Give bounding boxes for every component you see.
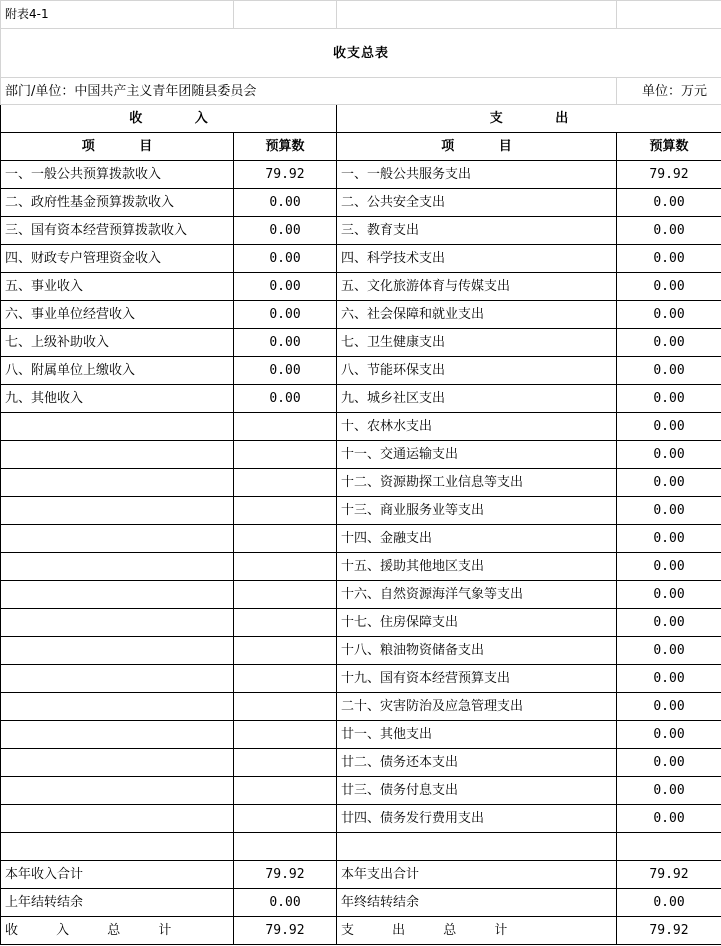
expense-item-cell: 十三、商业服务业等支出 bbox=[337, 497, 617, 525]
table-row bbox=[1, 693, 721, 721]
expense-item-cell: 二、公共安全支出 bbox=[337, 189, 617, 217]
income-item-cell: 五、事业收入 bbox=[1, 273, 234, 301]
expense-item-header-text: 项 目 bbox=[441, 139, 512, 154]
table-row bbox=[1, 777, 721, 805]
table-row bbox=[1, 385, 721, 413]
income-item-cell: 一、一般公共预算拨款收入 bbox=[1, 161, 234, 189]
table-row bbox=[1, 805, 721, 833]
expense-item-cell: 六、社会保障和就业支出 bbox=[337, 301, 617, 329]
section-header-row bbox=[1, 105, 721, 133]
carryover-expense-value: 0.00 bbox=[617, 889, 721, 917]
expense-item-cell: 廿一、其他支出 bbox=[337, 721, 617, 749]
expense-item-cell: 三、教育支出 bbox=[337, 217, 617, 245]
expense-item-cell: 十七、住房保障支出 bbox=[337, 609, 617, 637]
table-row bbox=[1, 637, 721, 665]
income-item-cell bbox=[1, 469, 234, 497]
income-item-cell bbox=[1, 805, 234, 833]
expense-item-header bbox=[337, 133, 617, 161]
table-row bbox=[1, 581, 721, 609]
income-budget-header: 预算数 bbox=[234, 133, 337, 161]
income-item-cell: 二、政府性基金预算拨款收入 bbox=[1, 189, 234, 217]
income-value-cell bbox=[234, 581, 337, 609]
income-value-cell bbox=[234, 833, 337, 861]
column-header-row bbox=[1, 133, 721, 161]
table-row bbox=[1, 161, 721, 189]
table-row bbox=[1, 441, 721, 469]
empty-cell bbox=[337, 1, 617, 29]
table-row bbox=[1, 413, 721, 441]
table-row bbox=[1, 217, 721, 245]
income-item-cell bbox=[1, 581, 234, 609]
expense-value-cell: 0.00 bbox=[617, 217, 721, 245]
expense-value-cell: 0.00 bbox=[617, 665, 721, 693]
expense-item-cell: 十六、自然资源海洋气象等支出 bbox=[337, 581, 617, 609]
income-item-cell bbox=[1, 749, 234, 777]
income-item-cell bbox=[1, 693, 234, 721]
expense-item-cell: 五、文化旅游体育与传媒支出 bbox=[337, 273, 617, 301]
income-item-cell bbox=[1, 637, 234, 665]
expense-item-cell: 十、农林水支出 bbox=[337, 413, 617, 441]
income-item-header-text: 项 目 bbox=[81, 139, 153, 154]
table-row bbox=[1, 609, 721, 637]
expense-value-cell: 0.00 bbox=[617, 497, 721, 525]
table-row bbox=[1, 189, 721, 217]
income-value-cell bbox=[234, 805, 337, 833]
table-row bbox=[1, 833, 721, 861]
income-section-header bbox=[1, 105, 337, 133]
expense-item-cell: 十一、交通运输支出 bbox=[337, 441, 617, 469]
expense-item-cell: 七、卫生健康支出 bbox=[337, 329, 617, 357]
income-item-cell bbox=[1, 609, 234, 637]
income-value-cell bbox=[234, 777, 337, 805]
grand-total-income-label: 收 入 总 计 bbox=[1, 917, 234, 945]
income-item-cell: 六、事业单位经营收入 bbox=[1, 301, 234, 329]
income-year-total-row bbox=[1, 861, 721, 889]
expense-value-cell: 0.00 bbox=[617, 357, 721, 385]
page-title: 收支总表 bbox=[1, 29, 721, 78]
empty-cell bbox=[617, 1, 721, 29]
table-row bbox=[1, 245, 721, 273]
income-item-cell: 八、附属单位上缴收入 bbox=[1, 357, 234, 385]
table-row bbox=[1, 273, 721, 301]
expense-value-cell: 0.00 bbox=[617, 637, 721, 665]
income-value-cell: 0.00 bbox=[234, 273, 337, 301]
income-value-cell: 0.00 bbox=[234, 329, 337, 357]
income-item-cell: 九、其他收入 bbox=[1, 385, 234, 413]
expense-value-cell: 0.00 bbox=[617, 693, 721, 721]
expense-item-cell: 十九、国有资本经营预算支出 bbox=[337, 665, 617, 693]
table-row bbox=[1, 553, 721, 581]
expense-item-cell: 十五、援助其他地区支出 bbox=[337, 553, 617, 581]
income-year-total-income-label: 本年收入合计 bbox=[1, 861, 234, 889]
income-value-cell bbox=[234, 469, 337, 497]
income-item-cell bbox=[1, 553, 234, 581]
expense-value-cell bbox=[617, 833, 721, 861]
expense-value-cell: 0.00 bbox=[617, 273, 721, 301]
income-value-cell bbox=[234, 721, 337, 749]
income-item-cell bbox=[1, 525, 234, 553]
expense-value-cell: 0.00 bbox=[617, 441, 721, 469]
unit-label: 单位：万元 bbox=[617, 78, 721, 105]
table-row bbox=[1, 721, 721, 749]
income-item-cell: 三、国有资本经营预算拨款收入 bbox=[1, 217, 234, 245]
expense-header-text: 支 出 bbox=[489, 111, 569, 126]
expense-item-cell: 廿四、债务发行费用支出 bbox=[337, 805, 617, 833]
income-item-cell: 七、上级补助收入 bbox=[1, 329, 234, 357]
income-value-cell bbox=[234, 609, 337, 637]
expense-value-cell: 0.00 bbox=[617, 581, 721, 609]
carryover-row bbox=[1, 889, 721, 917]
carryover-income-label: 上年结转结余 bbox=[1, 889, 234, 917]
carryover-expense-label: 年终结转结余 bbox=[337, 889, 617, 917]
income-item-cell bbox=[1, 441, 234, 469]
carryover-income-value: 0.00 bbox=[234, 889, 337, 917]
grand-total-expense-value: 79.92 bbox=[617, 917, 721, 945]
expense-value-cell: 0.00 bbox=[617, 413, 721, 441]
income-value-cell bbox=[234, 497, 337, 525]
expense-budget-header: 预算数 bbox=[617, 133, 721, 161]
expense-value-cell: 0.00 bbox=[617, 609, 721, 637]
income-value-cell: 0.00 bbox=[234, 301, 337, 329]
income-year-total-expense-label: 本年支出合计 bbox=[337, 861, 617, 889]
grand-total-row bbox=[1, 917, 721, 945]
income-item-cell bbox=[1, 833, 234, 861]
income-year-total-expense-value: 79.92 bbox=[617, 861, 721, 889]
expense-item-cell: 四、科学技术支出 bbox=[337, 245, 617, 273]
income-value-cell: 0.00 bbox=[234, 217, 337, 245]
income-item-cell bbox=[1, 665, 234, 693]
income-item-cell bbox=[1, 413, 234, 441]
grand-total-expense-label: 支 出 总 计 bbox=[337, 917, 617, 945]
income-value-cell bbox=[234, 525, 337, 553]
empty-cell bbox=[234, 1, 337, 29]
expense-item-cell: 廿二、债务还本支出 bbox=[337, 749, 617, 777]
expense-item-cell: 九、城乡社区支出 bbox=[337, 385, 617, 413]
expense-item-cell: 廿三、债务付息支出 bbox=[337, 777, 617, 805]
expense-value-cell: 0.00 bbox=[617, 189, 721, 217]
expense-value-cell: 0.00 bbox=[617, 245, 721, 273]
expense-item-cell: 十四、金融支出 bbox=[337, 525, 617, 553]
table-row bbox=[1, 469, 721, 497]
expense-item-cell bbox=[337, 833, 617, 861]
expense-item-cell: 十二、资源勘探工业信息等支出 bbox=[337, 469, 617, 497]
income-year-total-income-value: 79.92 bbox=[234, 861, 337, 889]
expense-value-cell: 0.00 bbox=[617, 301, 721, 329]
income-value-cell bbox=[234, 441, 337, 469]
title-row bbox=[1, 29, 721, 78]
income-value-cell bbox=[234, 637, 337, 665]
expense-value-cell: 0.00 bbox=[617, 525, 721, 553]
expense-section-header bbox=[337, 105, 721, 133]
expense-value-cell: 0.00 bbox=[617, 805, 721, 833]
table-row bbox=[1, 525, 721, 553]
income-value-cell bbox=[234, 553, 337, 581]
annex-label: 附表4-1 bbox=[1, 1, 234, 29]
table-row bbox=[1, 301, 721, 329]
expense-item-cell: 八、节能环保支出 bbox=[337, 357, 617, 385]
expense-value-cell: 0.00 bbox=[617, 749, 721, 777]
income-item-cell bbox=[1, 721, 234, 749]
department-label: 部门/单位：中国共产主义青年团随县委员会 bbox=[1, 78, 617, 105]
table-row bbox=[1, 665, 721, 693]
income-value-cell bbox=[234, 413, 337, 441]
income-value-cell: 79.92 bbox=[234, 161, 337, 189]
expense-value-cell: 0.00 bbox=[617, 329, 721, 357]
expense-value-cell: 0.00 bbox=[617, 553, 721, 581]
expense-value-cell: 0.00 bbox=[617, 469, 721, 497]
table-row bbox=[1, 749, 721, 777]
expense-value-cell: 0.00 bbox=[617, 385, 721, 413]
income-value-cell: 0.00 bbox=[234, 189, 337, 217]
expense-item-cell: 二十、灾害防治及应急管理支出 bbox=[337, 693, 617, 721]
expense-value-cell: 0.00 bbox=[617, 721, 721, 749]
expense-item-cell: 一、一般公共服务支出 bbox=[337, 161, 617, 189]
income-item-cell bbox=[1, 777, 234, 805]
income-value-cell: 0.00 bbox=[234, 385, 337, 413]
grand-total-income-value: 79.92 bbox=[234, 917, 337, 945]
income-value-cell: 0.00 bbox=[234, 245, 337, 273]
income-value-cell bbox=[234, 749, 337, 777]
table-row bbox=[1, 329, 721, 357]
income-value-cell bbox=[234, 693, 337, 721]
annex-row bbox=[1, 1, 721, 29]
income-item-cell: 四、财政专户管理资金收入 bbox=[1, 245, 234, 273]
income-item-header bbox=[1, 133, 234, 161]
expense-value-cell: 79.92 bbox=[617, 161, 721, 189]
income-value-cell bbox=[234, 665, 337, 693]
table-row bbox=[1, 497, 721, 525]
meta-row bbox=[1, 78, 721, 105]
expense-value-cell: 0.00 bbox=[617, 777, 721, 805]
expense-item-cell: 十八、粮油物资储备支出 bbox=[337, 637, 617, 665]
table-row bbox=[1, 357, 721, 385]
income-header-text: 收 入 bbox=[129, 111, 208, 126]
income-item-cell bbox=[1, 497, 234, 525]
income-value-cell: 0.00 bbox=[234, 357, 337, 385]
